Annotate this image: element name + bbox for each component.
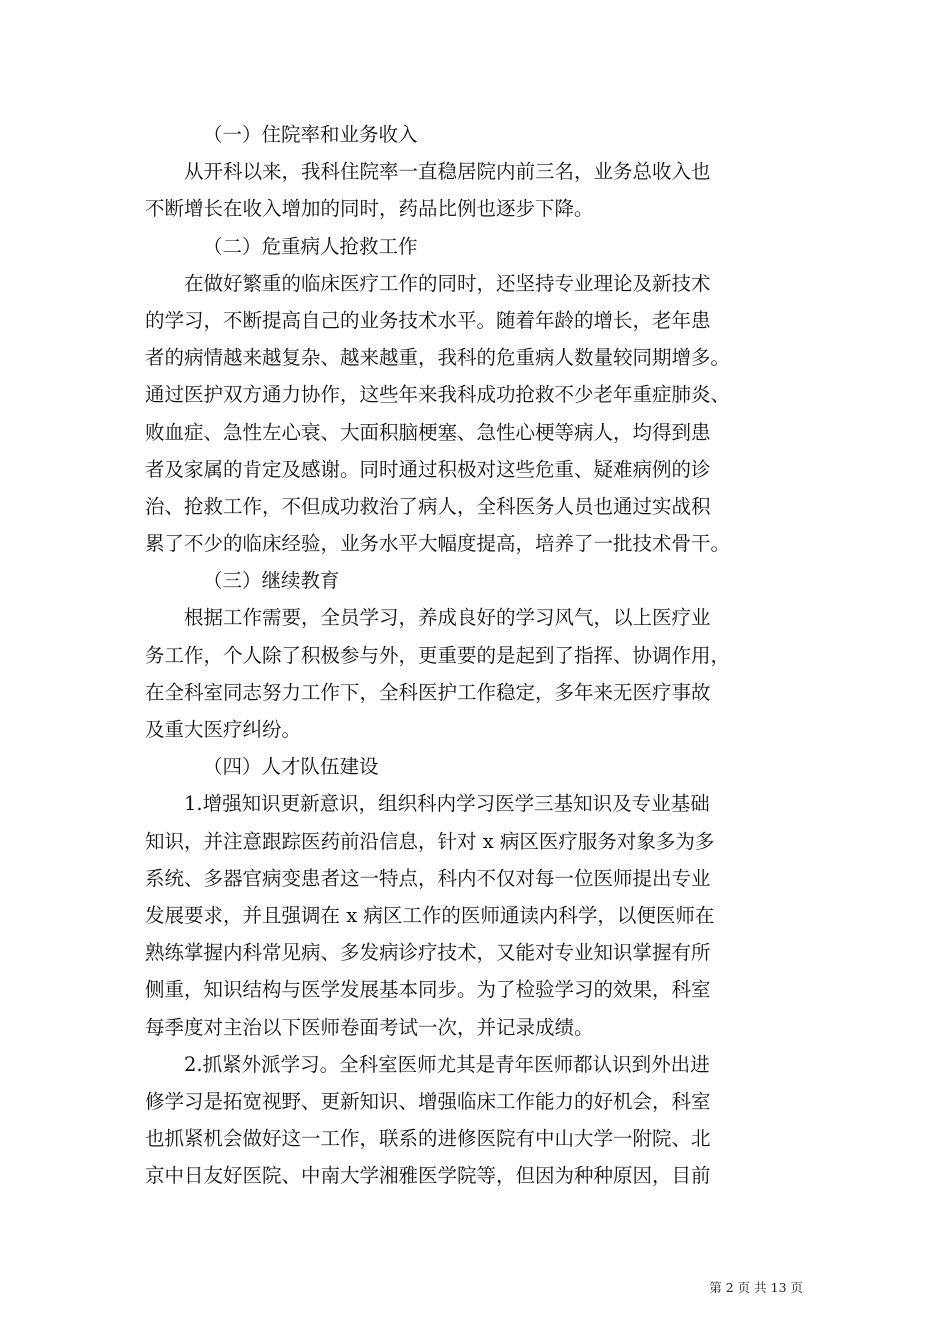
section-heading: （二）危重病人抢救工作 <box>203 234 418 258</box>
section-heading: （三）继续教育 <box>203 569 340 593</box>
section-heading: （四）人才队伍建设 <box>203 755 379 779</box>
text-line: 的学习，不断提高自己的业务技术水平。随着年龄的增长，老年患 <box>145 308 711 332</box>
text-line: 系统、多器官病变患者这一特点，科内不仅对每一位医师提出专业 <box>145 866 711 890</box>
text-line: 侧重，知识结构与医学发展基本同步。为了检验学习的效果，科室 <box>145 978 711 1002</box>
text-line: 及重大医疗纠纷。 <box>145 718 302 741</box>
text-line: 治、抢救工作，不但成功救治了病人，全科医务人员也通过实战积 <box>145 494 711 518</box>
text-line: 在全科室同志努力工作下，全科医护工作稳定，多年来无医疗事故 <box>145 680 711 704</box>
text-line: 务工作，个人除了积极参与外，更重要的是起到了指挥、协调作用， <box>145 643 731 667</box>
text-line: 根据工作需要，全员学习，养成良好的学习风气，以上医疗业 <box>184 606 711 630</box>
text-line: 1.增强知识更新意识，组织科内学习医学三基知识及专业基础 <box>184 792 710 816</box>
text-line: 累了不少的临床经验，业务水平大幅度提高，培养了一批技术骨干。 <box>145 532 731 556</box>
text-line: 在做好繁重的临床医疗工作的同时，还坚持专业理论及新技术 <box>184 271 711 295</box>
text-line: 通过医护双方通力协作，这些年来我科成功抢救不少老年重症肺炎、 <box>145 383 731 407</box>
text-line: 发展要求，并且强调在 x 病区工作的医师通读内科学，以便医师在 <box>145 903 715 927</box>
section-heading: （一）住院率和业务收入 <box>203 123 418 146</box>
text-line: 熟练掌握内科常见病、多发病诊疗技术，又能对专业知识掌握有所 <box>145 941 711 965</box>
text-line: 不断增长在收入增加的同时，药品比例也逐步下降。 <box>145 197 594 221</box>
body-text <box>145 116 810 1194</box>
text-line: 修学习是拓宽视野、更新知识、增强临床工作能力的好机会，科室 <box>145 1089 711 1113</box>
text-line: 者及家属的肯定及感谢。同时通过积极对这些危重、疑难病例的诊 <box>145 457 711 481</box>
text-line: 败血症、急性左心衰、大面积脑梗塞、急性心梗等病人，均得到患 <box>145 420 711 444</box>
text-line: 2.抓紧外派学习。全科室医师尤其是青年医师都认识到外出进 <box>184 1052 710 1076</box>
text-line: 者的病情越来越复杂、越来越重，我科的危重病人数量较同期增多。 <box>145 346 731 370</box>
page-number: 第 2 页 共 13 页 <box>709 1280 803 1295</box>
text-line: 从开科以来，我科住院率一直稳居院内前三名，业务总收入也 <box>184 160 711 184</box>
text-line: 知识，并注意跟踪医药前沿信息，针对 x 病区医疗服务对象多为多 <box>145 829 715 853</box>
text-line: 每季度对主治以下医师卷面考试一次，并记录成绩。 <box>145 1015 594 1039</box>
text-line: 也抓紧机会做好这一工作，联系的进修医院有中山大学一附院、北 <box>145 1127 711 1151</box>
text-line: 京中日友好医院、中南大学湘雅医学院等，但因为种种原因，目前 <box>145 1164 711 1188</box>
